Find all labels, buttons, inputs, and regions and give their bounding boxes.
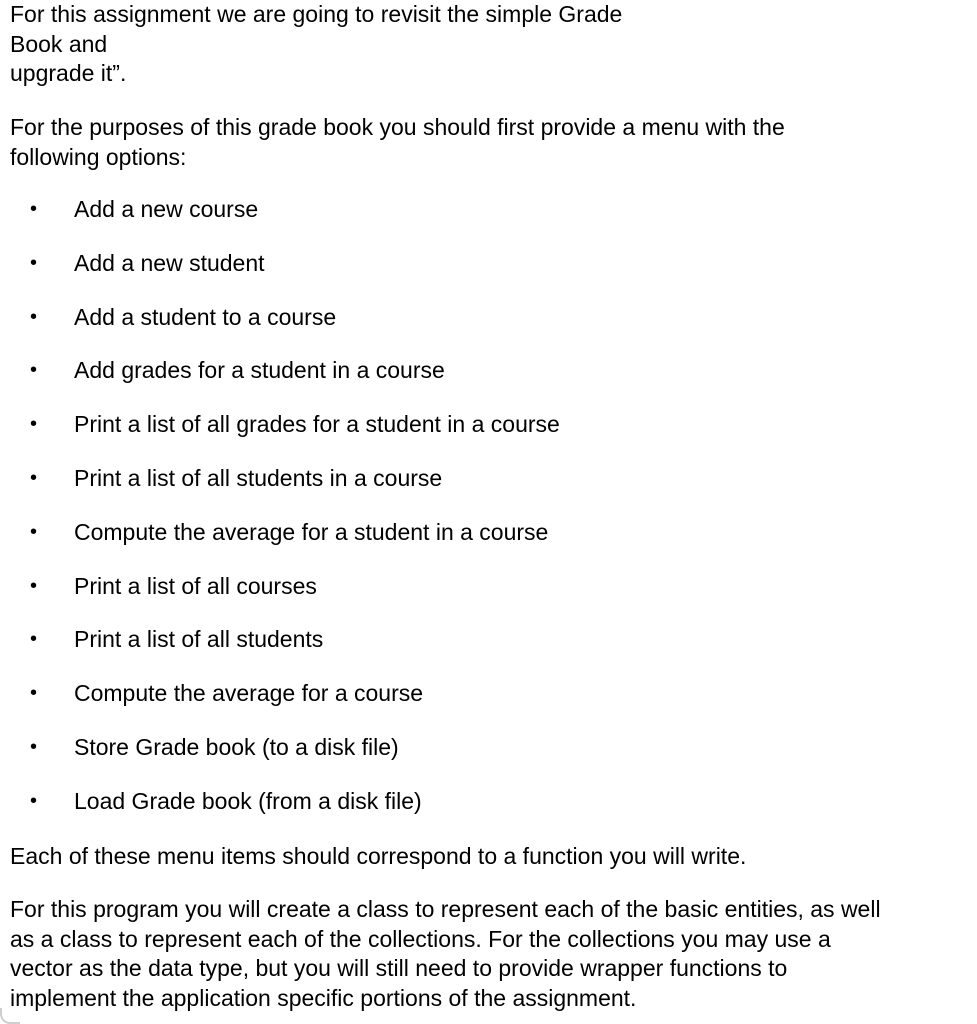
bullet-icon: •	[30, 305, 38, 328]
menu-item-label: Print a list of all courses	[74, 572, 317, 599]
list-item	[0, 571, 560, 625]
menu-item-label: Add a new course	[74, 196, 259, 222]
list-item	[0, 463, 560, 517]
menu-item-label: Print a list of all students	[74, 626, 324, 653]
menu-item-label: Compute the average for a student in a course	[74, 518, 549, 545]
intro-paragraph: For this assignment we are going to revisit the simple Grade Book and upgrade it”.	[10, 1, 623, 86]
menu-note-paragraph: Each of these menu items should correspond to a function you will write.	[10, 843, 747, 869]
menu-item-label: Add a new student	[74, 249, 265, 276]
menu-item-label: Print a list of all students in a course	[74, 464, 443, 491]
bullet-icon: •	[30, 466, 38, 489]
list-item	[0, 624, 560, 678]
bullet-icon: •	[30, 735, 38, 758]
menu-item-label: Load Grade book (from a disk file)	[74, 787, 422, 814]
bullet-icon: •	[30, 789, 38, 812]
list-item	[0, 248, 560, 302]
window-corner	[0, 1008, 20, 1024]
menu-options-list	[0, 194, 560, 840]
bullet-icon: •	[30, 413, 38, 436]
menu-item-label: Store Grade book (to a disk file)	[74, 733, 399, 760]
bullet-icon: •	[30, 359, 38, 382]
purpose-paragraph: For the purposes of this grade book you should first provide a menu with the following options:	[10, 114, 785, 170]
menu-item-label: Add grades for a student in a course	[74, 357, 445, 384]
list-item	[0, 517, 560, 571]
bullet-icon: •	[30, 682, 38, 705]
list-item	[0, 302, 560, 356]
list-item	[0, 678, 560, 732]
program-paragraph: For this program you will create a class to represent each of the basic entities, as well as a class to represent each of the collections. For the collections you may use a vector as the data type, but you will still need to provide wrapper functions to implement the application specific portions of the assignment.	[10, 896, 881, 1011]
menu-item-label: Add a student to a course	[74, 303, 337, 330]
bullet-icon: •	[30, 198, 38, 220]
list-item	[0, 732, 560, 786]
bullet-icon: •	[30, 251, 38, 274]
bullet-icon: •	[30, 628, 38, 651]
list-item	[0, 194, 560, 248]
bullet-icon: •	[30, 520, 38, 543]
list-item	[0, 355, 560, 409]
menu-item-label: Compute the average for a course	[74, 680, 424, 707]
list-item	[0, 409, 560, 463]
bullet-icon: •	[30, 574, 38, 597]
menu-item-label: Print a list of all grades for a student in a course	[74, 411, 560, 438]
list-item	[0, 786, 560, 840]
